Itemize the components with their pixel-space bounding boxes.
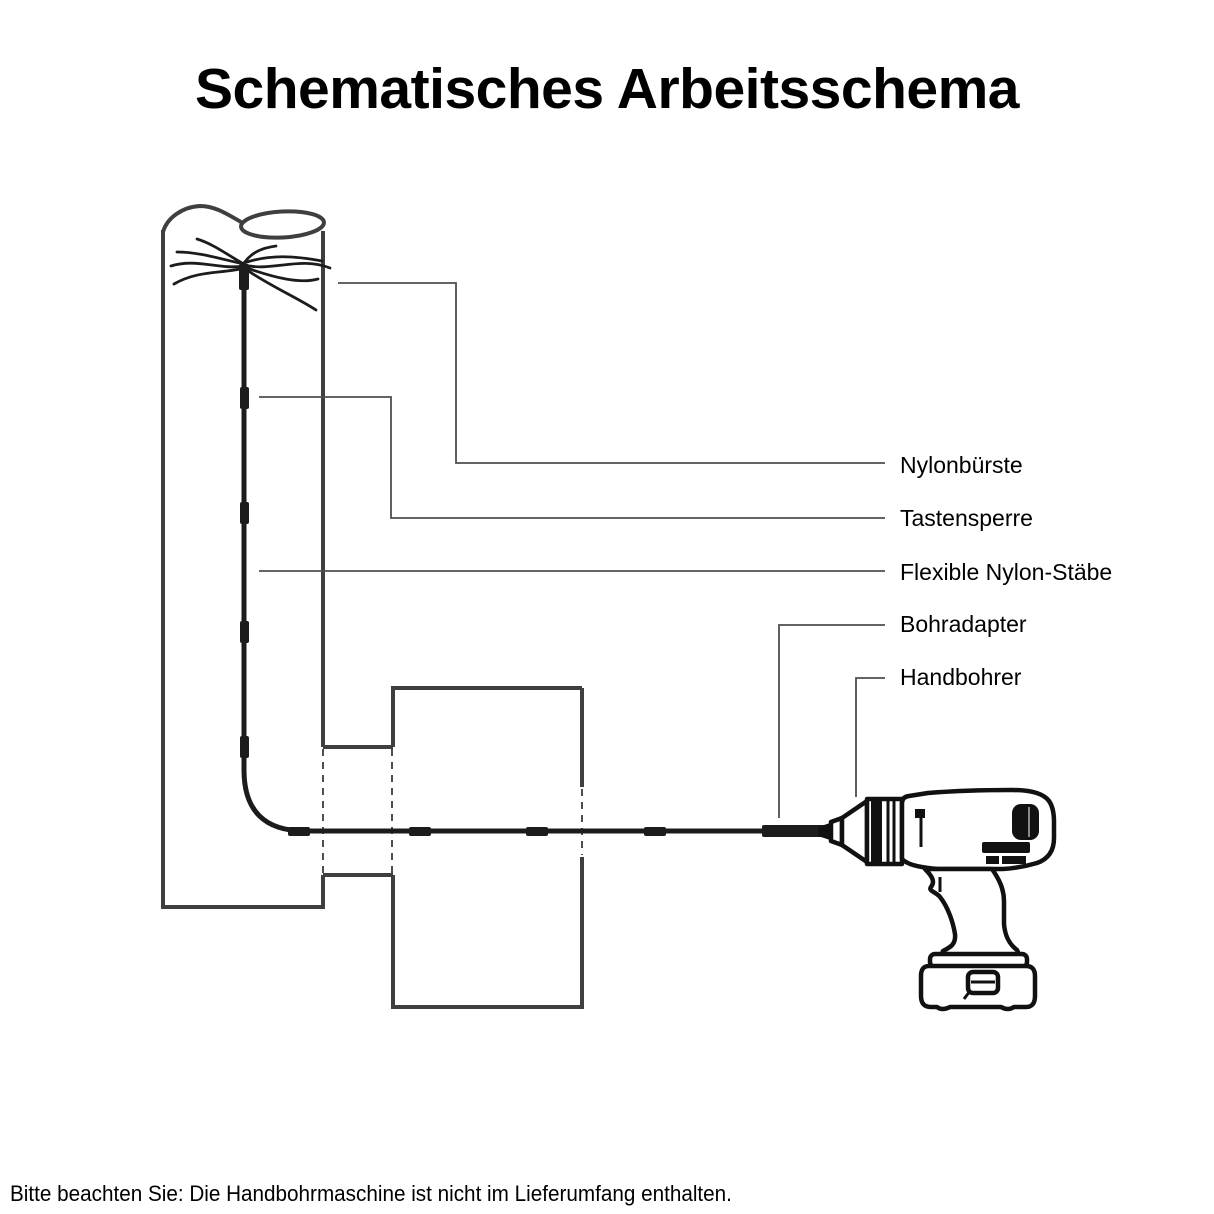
page-title: Schematisches Arbeitsschema bbox=[195, 57, 1019, 121]
chimney-pipe-illustration bbox=[161, 206, 393, 907]
footnote-text: Bitte beachten Sie: Die Handbohrmaschine ist nicht im Lieferumfang enthalten. bbox=[10, 1181, 732, 1206]
label-flexible-nylon-staebe: Flexible Nylon-Stäbe bbox=[900, 559, 1113, 585]
leader-handbohrer bbox=[856, 678, 885, 797]
drill-adapter-illustration bbox=[762, 825, 826, 837]
leader-nylonbuerste bbox=[338, 283, 885, 463]
label-handbohrer: Handbohrer bbox=[900, 664, 1022, 690]
label-nylonbuerste: Nylonbürste bbox=[900, 452, 1023, 478]
nylon-brush-illustration bbox=[171, 239, 330, 310]
hand-drill-illustration bbox=[818, 790, 1054, 1009]
flexible-rod-illustration bbox=[240, 290, 826, 837]
label-tastensperre: Tastensperre bbox=[900, 505, 1033, 531]
leader-bohradapter bbox=[779, 625, 885, 818]
wall-box-illustration bbox=[391, 688, 584, 1007]
leader-tastensperre bbox=[259, 397, 885, 518]
leader-lines bbox=[259, 283, 885, 818]
hidden-passage-dashed-lines bbox=[323, 749, 582, 873]
label-bohradapter: Bohradapter bbox=[900, 611, 1027, 637]
